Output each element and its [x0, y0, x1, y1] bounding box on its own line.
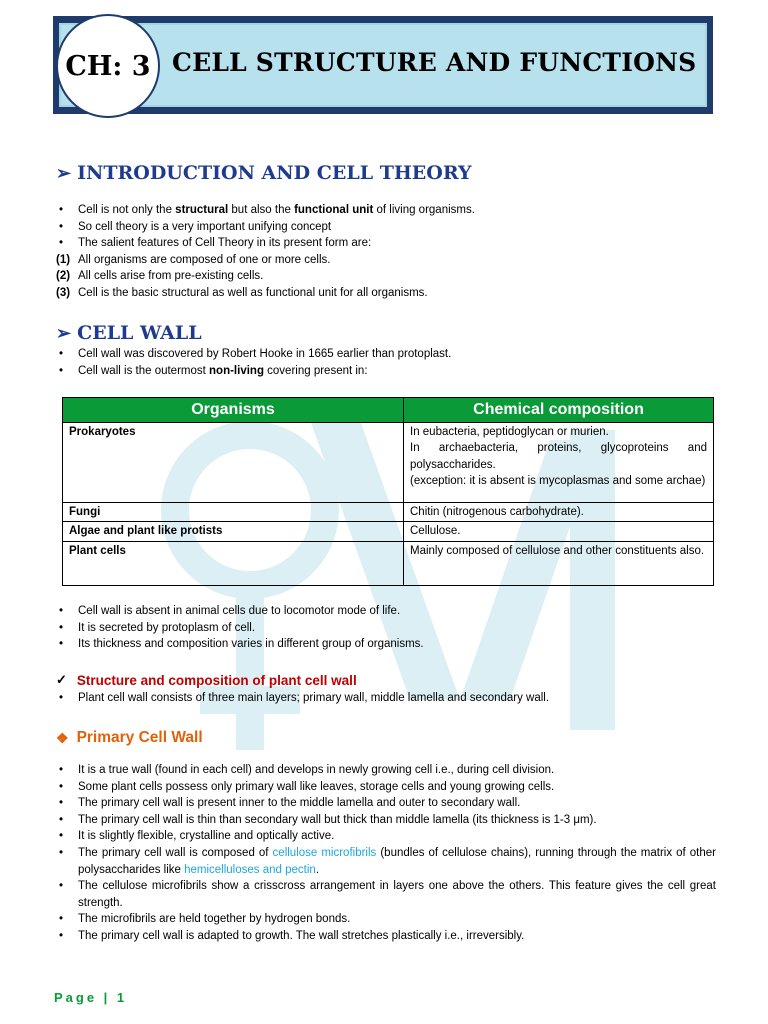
chapter-badge — [56, 14, 160, 118]
intro-list — [56, 202, 716, 302]
bullet-icon: • — [59, 220, 64, 233]
table-cell-composition: Chitin (nitrogenous carbohydrate). — [404, 503, 714, 522]
list-item: • Cell wall was discovered by Robert Hooke in 1665 earlier than protoplast. — [56, 346, 716, 363]
bullet-icon: • — [59, 880, 64, 893]
bullet-icon: • — [59, 830, 64, 843]
bullet-icon: • — [59, 813, 64, 826]
page-title: CELL STRUCTURE AND FUNCTIONS — [172, 48, 697, 77]
cellwall-heading — [56, 322, 202, 344]
list-item: • Plant cell wall consists of three main layers; primary wall, middle lamella and secondary wall. — [56, 690, 716, 707]
list-item: • Some plant cells possess only primary wall like leaves, storage cells and young growing cells. — [56, 779, 716, 796]
list-item: • The microfibrils are held together by hydrogen bonds. — [56, 911, 716, 928]
chapter-label: CH: 3 — [65, 50, 151, 82]
table-header-composition: Chemical composition — [404, 398, 714, 423]
bullet-icon: • — [59, 605, 64, 617]
bullet-icon: • — [59, 764, 64, 776]
list-item: • It is secreted by protoplasm of cell. — [56, 620, 716, 637]
bullet-icon: • — [59, 913, 64, 926]
composition-table — [62, 397, 714, 586]
cellwall-after-list — [56, 603, 716, 653]
table-cell-organism: Plant cells — [63, 541, 404, 585]
table-cell-composition: In eubacteria, peptidoglycan or murien. In archaebacteria, proteins, glycoproteins and polysaccharides. (exception: it is absent is mycoplasmas and some archae) — [404, 423, 714, 503]
arrow-icon: ➢ — [56, 162, 72, 184]
intro-heading — [56, 162, 472, 184]
bullet-icon: • — [59, 204, 64, 216]
bullet-icon: • — [59, 929, 64, 942]
table-row — [63, 503, 714, 522]
bullet-icon: • — [59, 237, 64, 250]
list-item: • Cell wall is absent in animal cells due to locomotor mode of life. — [56, 603, 716, 620]
list-item: • Its thickness and composition varies in different group of organisms. — [56, 636, 716, 653]
table-cell-organism: Prokaryotes — [63, 423, 404, 503]
list-item: • It is a true wall (found in each cell) and develops in newly growing cell i.e., during cell division. — [56, 762, 716, 779]
bullet-icon: • — [59, 846, 64, 859]
table-cell-organism: Algae and plant like protists — [63, 522, 404, 541]
bullet-icon: • — [59, 692, 64, 704]
list-item: • The primary cell wall is adapted to growth. The wall stretches plastically i.e., irreversibly. — [56, 928, 716, 945]
arrow-icon: ➢ — [56, 322, 72, 344]
intro-heading-text: INTRODUCTION AND CELL THEORY — [77, 162, 472, 184]
page-number: Page | 1 — [54, 990, 128, 1005]
bullet-icon: • — [59, 621, 64, 634]
bullet-icon: • — [59, 638, 64, 651]
numbered-item: (3) Cell is the basic structural as well as functional unit for all organisms. — [56, 286, 428, 299]
primary-list — [56, 762, 716, 945]
term-cellulose-microfibrils: cellulose microfibrils — [272, 846, 377, 859]
list-item: • The cellulose microfibrils show a crisscross arrangement in layers one above the others. This feature gives the cell great strength. — [56, 878, 716, 911]
numbered-item: (2) All cells arise from pre-existing cells. — [56, 270, 264, 283]
diamond-icon: ❖ — [56, 729, 69, 746]
checkmark-icon: ✓ — [56, 672, 67, 687]
bullet-icon: • — [59, 797, 64, 810]
table-row — [63, 522, 714, 541]
table-header-row — [63, 398, 714, 423]
structure-list — [56, 690, 716, 707]
list-item: • Cell wall is the outermost non-living covering present in: — [56, 363, 716, 380]
list-item: • Cell is not only the structural but also the functional unit of living organisms. — [56, 202, 716, 219]
list-item: • The salient features of Cell Theory in its present form are: — [56, 235, 716, 252]
structure-heading: ✓ Structure and composition of plant cell wall — [56, 672, 357, 688]
list-item: • The primary cell wall is thin than secondary wall but thick than middle lamella (its thickness is 1-3 μm). — [56, 812, 716, 829]
table-cell-composition: Cellulose. — [404, 522, 714, 541]
table-cell-organism: Fungi — [63, 503, 404, 522]
list-item: • So cell theory is a very important unifying concept — [56, 219, 716, 236]
numbered-item: (1) All organisms are composed of one or more cells. — [56, 253, 331, 266]
list-item: • The primary cell wall is present inner to the middle lamella and outer to secondary wall. — [56, 795, 716, 812]
bullet-icon: • — [59, 780, 64, 793]
table-row — [63, 541, 714, 585]
term-hemicelluloses-pectin: hemicelluloses and pectin — [184, 863, 316, 876]
table-cell-composition: Mainly composed of cellulose and other constituents also. — [404, 541, 714, 585]
table-header-organisms: Organisms — [63, 398, 404, 423]
list-item: • It is slightly flexible, crystalline and optically active. — [56, 828, 716, 845]
list-item: • The primary cell wall is composed of cellulose microfibrils (bundles of cellulose chains), running through the matrix of other polysaccharides like hemicelluloses and pectin. — [56, 845, 716, 878]
primary-heading: ❖ Primary Cell Wall — [56, 729, 203, 746]
bullet-icon: • — [59, 348, 64, 360]
cellwall-list — [56, 346, 716, 379]
table-row — [63, 423, 714, 503]
bullet-icon: • — [59, 364, 64, 377]
cellwall-heading-text: CELL WALL — [77, 322, 202, 344]
